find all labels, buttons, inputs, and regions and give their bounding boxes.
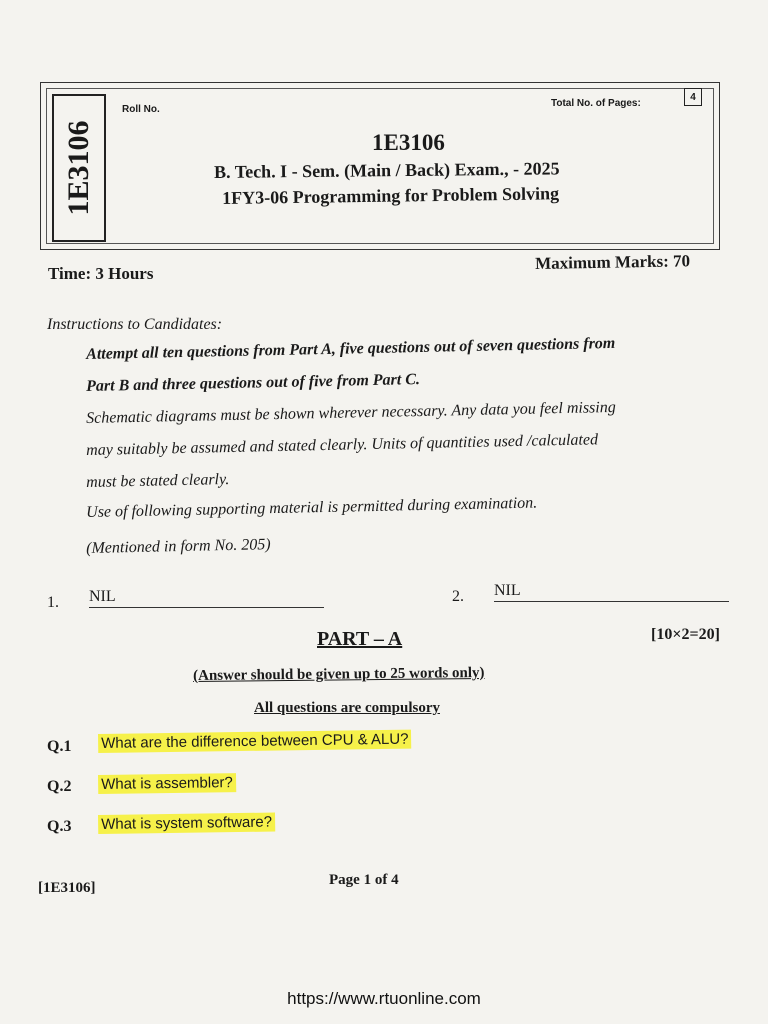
footer-paper-code: [1E3106] xyxy=(38,880,96,896)
question-number: Q.1 xyxy=(47,738,72,755)
instruction-line: Attempt all ten questions from Part A, five questions out of seven questions from xyxy=(86,334,616,363)
instruction-line: Part B and three questions out of five from Part C. xyxy=(86,371,421,395)
support-item-value: NIL xyxy=(89,588,324,608)
question-text: What is system software? xyxy=(98,813,275,834)
footer-page-number: Page 1 of 4 xyxy=(329,872,399,888)
instructions-title: Instructions to Candidates: xyxy=(47,316,223,333)
support-item-number: 2. xyxy=(452,588,464,605)
instruction-line: may suitably be assumed and stated clearly. Units of quantities used /calculated xyxy=(86,431,599,459)
support-item-number: 1. xyxy=(47,594,59,611)
total-pages-value: 4 xyxy=(684,88,702,106)
instruction-line: (Mentioned in form No. 205) xyxy=(86,536,271,557)
paper-code-side-box xyxy=(52,94,106,242)
maximum-marks: Maximum Marks: 70 xyxy=(535,251,691,273)
part-a-note: (Answer should be given up to 25 words only) xyxy=(193,664,485,684)
website-url: https://www.rtuonline.com xyxy=(287,989,481,1008)
part-a-title: PART – A xyxy=(317,628,403,650)
question-text: What is assembler? xyxy=(98,773,236,794)
paper-code: 1E3106 xyxy=(372,130,445,155)
question-number: Q.3 xyxy=(47,818,72,835)
question-text: What are the difference between CPU & ALU? xyxy=(98,730,412,753)
paper-code-side: 1E3106 xyxy=(62,120,95,216)
instruction-line: Schematic diagrams must be shown wherever necessary. Any data you feel missing xyxy=(86,398,616,427)
roll-no-label: Roll No. xyxy=(122,104,160,115)
subject-title: 1FY3-06 Programming for Problem Solving xyxy=(222,183,560,208)
part-a-marks: [10×2=20] xyxy=(651,626,720,643)
part-a-note-compulsory: All questions are compulsory xyxy=(254,700,440,716)
support-item-value: NIL xyxy=(494,582,729,602)
exam-title: B. Tech. I - Sem. (Main / Back) Exam., - 2025 xyxy=(214,158,560,182)
exam-time: Time: 3 Hours xyxy=(48,264,154,283)
question-number: Q.2 xyxy=(47,778,72,795)
instruction-line: must be stated clearly. xyxy=(86,471,230,491)
instruction-line: Use of following supporting material is permitted during examination. xyxy=(86,494,538,521)
total-pages-label: Total No. of Pages: xyxy=(551,98,641,109)
